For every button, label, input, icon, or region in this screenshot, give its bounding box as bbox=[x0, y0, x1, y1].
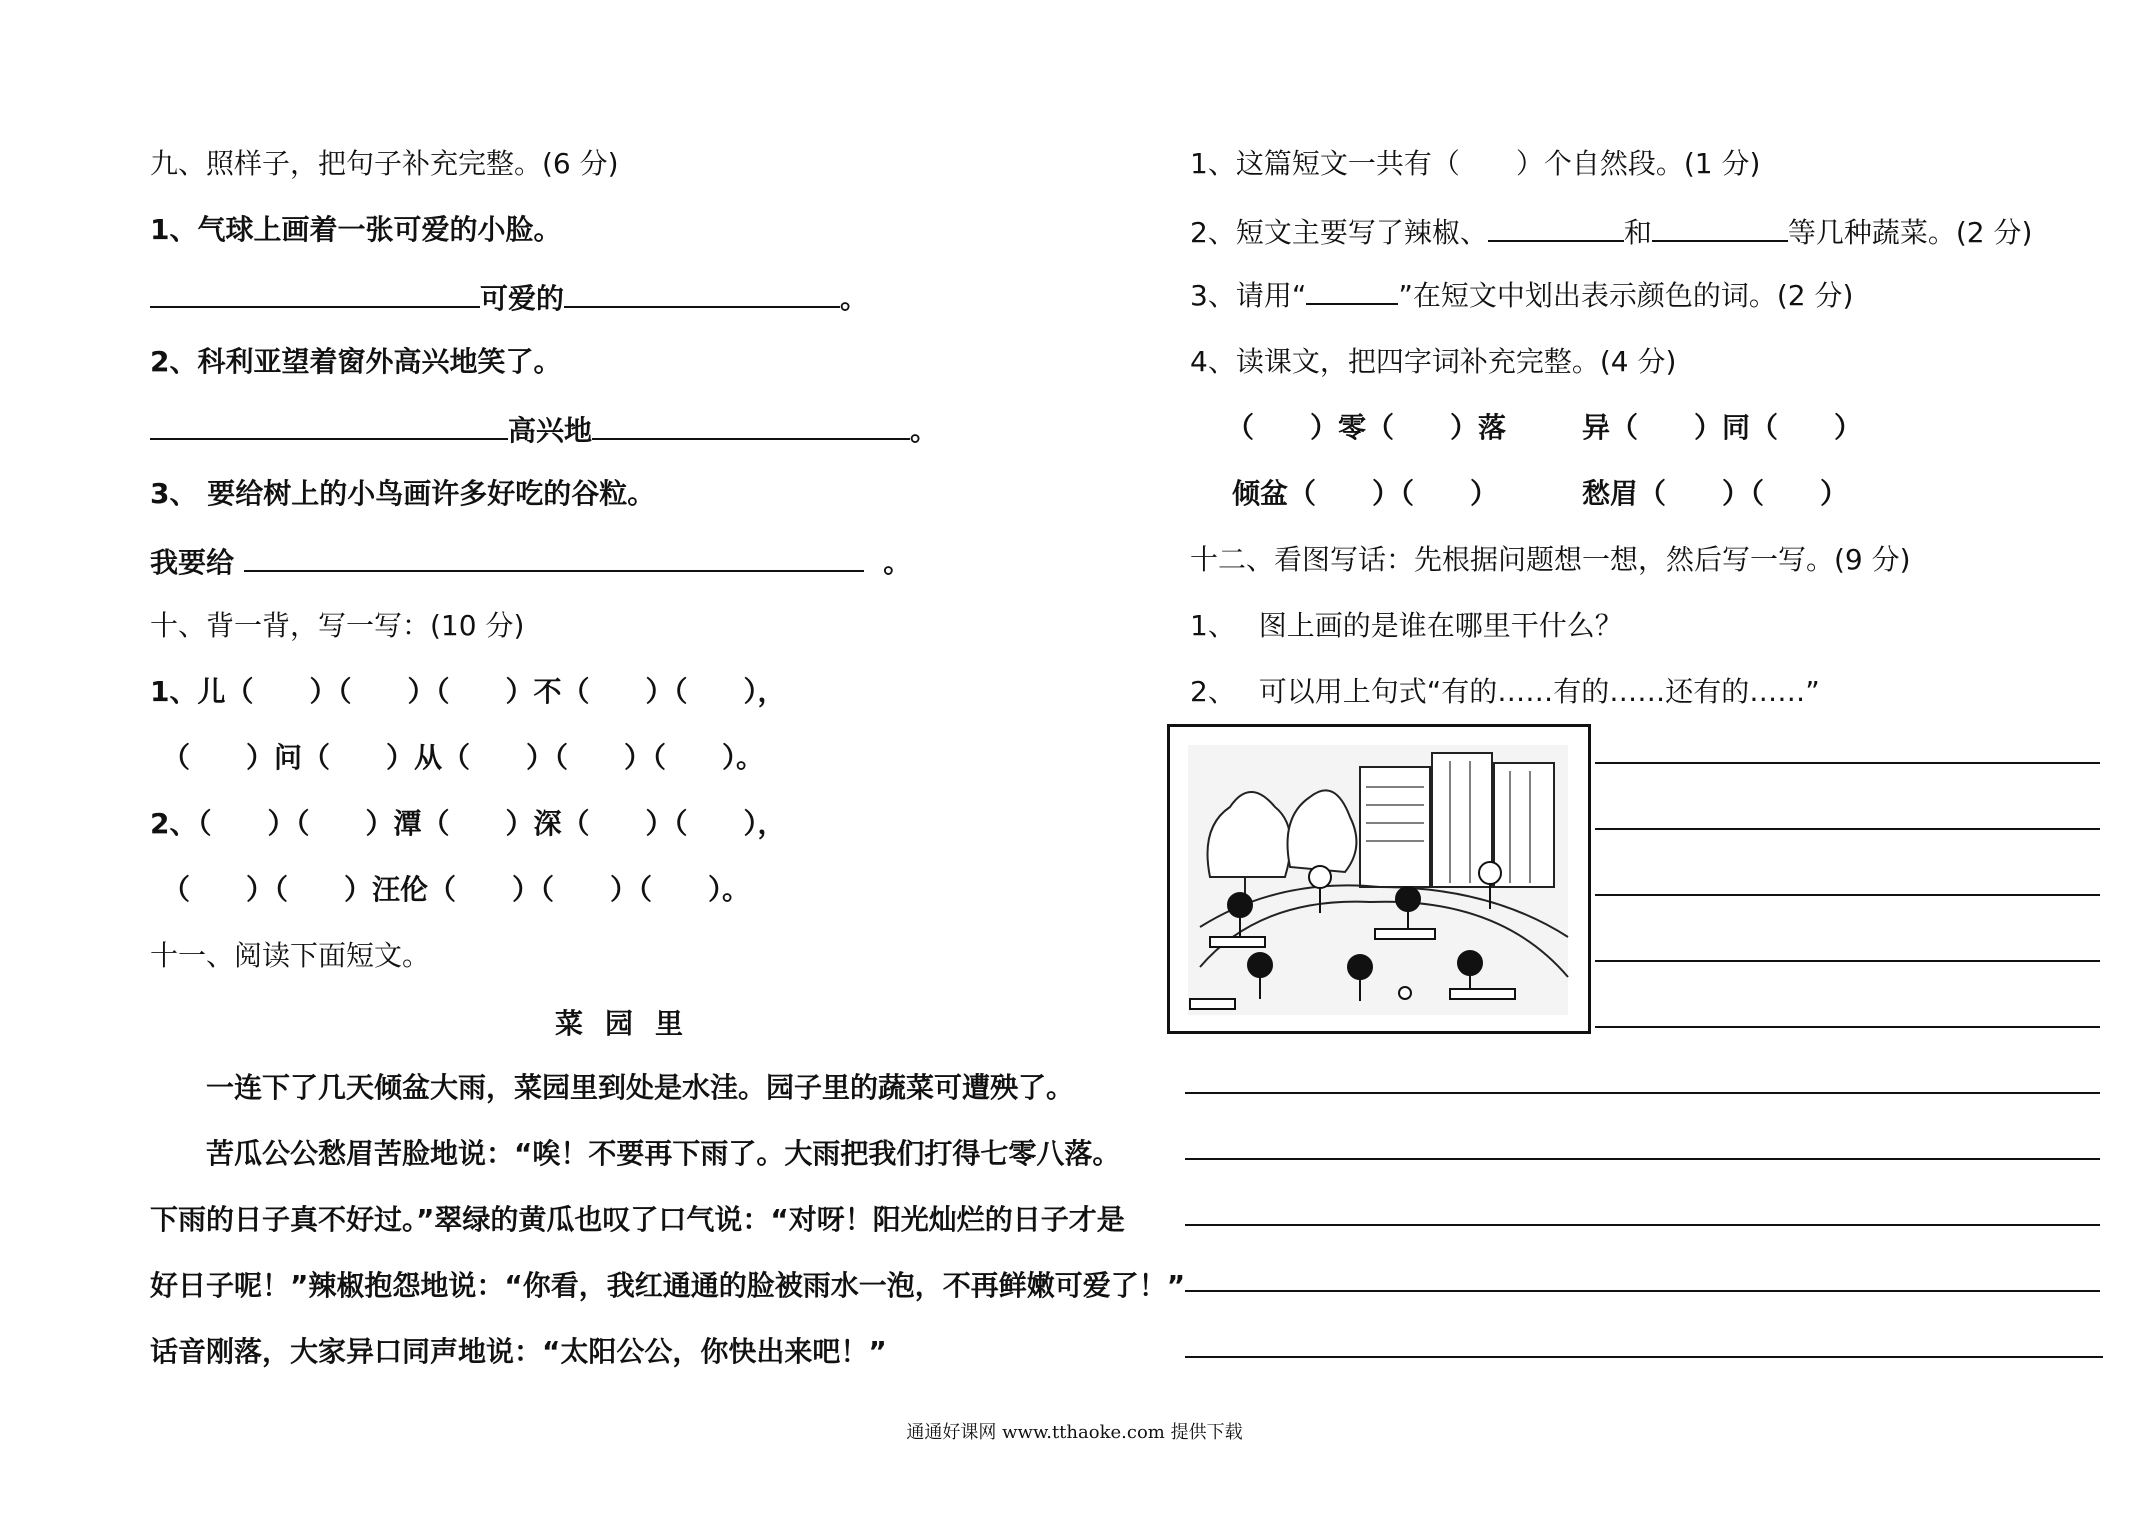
answer-blank[interactable] bbox=[564, 276, 840, 308]
passage-para-1: 一连下了几天倾盆大雨，菜园里到处是水洼。园子里的蔬菜可遭殃了。 bbox=[206, 1071, 1075, 1104]
q9-answer-1 bbox=[150, 276, 868, 319]
q12-heading: 十二、看图写话：先根据问题想一想，然后写一写。(9 分) bbox=[1190, 543, 1911, 576]
answer-blank[interactable] bbox=[150, 276, 480, 308]
reading-q2-text-c: 等几种蔬菜。(2 分) bbox=[1787, 216, 2033, 249]
answer-blank[interactable] bbox=[592, 408, 910, 440]
period: 。 bbox=[840, 282, 869, 315]
q9-sentence-3: 3、 要给树上的小鸟画许多好吃的谷粒。 bbox=[150, 477, 656, 510]
writing-line[interactable] bbox=[1185, 1158, 2100, 1160]
writing-line[interactable] bbox=[1595, 894, 2100, 896]
children-park-picture bbox=[1167, 724, 1591, 1034]
answer-blank[interactable] bbox=[150, 408, 508, 440]
q9-sentence-1: 1、气球上画着一张可爱的小脸。 bbox=[150, 213, 562, 246]
q12-hint-2: 2、 可以用上句式“有的……有的……还有的……” bbox=[1190, 675, 1820, 708]
writing-line[interactable] bbox=[1595, 762, 2100, 764]
prefix: 我要给 bbox=[150, 546, 235, 579]
idiom-3[interactable]: 倾盆（ ）（ ） bbox=[1232, 477, 1499, 510]
passage-title: 菜园里 bbox=[554, 1007, 705, 1040]
writing-line[interactable] bbox=[1595, 1026, 2100, 1028]
q9-answer-2 bbox=[150, 408, 938, 451]
writing-line[interactable] bbox=[1595, 828, 2100, 830]
reading-q1[interactable]: 1、这篇短文一共有（ ）个自然段。(1 分) bbox=[1190, 147, 1761, 180]
reading-q3-text-a: 3、请用“ bbox=[1190, 279, 1307, 312]
answer-blank[interactable] bbox=[244, 540, 864, 572]
q9-answer-3 bbox=[150, 540, 911, 583]
reading-q3-text-b: ”在短文中划出表示颜色的词。(2 分) bbox=[1398, 279, 1854, 312]
passage-para-2-line-3: 好日子呢！”辣椒抱怨地说：“你看，我红通通的脸被雨水一泡，不再鲜嫩可爱了！” bbox=[150, 1269, 1186, 1302]
writing-line[interactable] bbox=[1185, 1092, 2100, 1094]
fill-word: 高兴地 bbox=[508, 414, 593, 447]
period: 。 bbox=[910, 414, 939, 447]
q10-heading: 十、背一背，写一写：(10 分) bbox=[150, 609, 525, 642]
q9-sentence-2: 2、科利亚望着窗外高兴地笑了。 bbox=[150, 345, 562, 378]
q9-heading: 九、照样子，把句子补充完整。(6 分) bbox=[150, 147, 619, 180]
idiom-4[interactable]: 愁眉（ ）（ ） bbox=[1582, 477, 1849, 510]
q11-heading: 十一、阅读下面短文。 bbox=[150, 939, 431, 972]
underline-sample bbox=[1306, 279, 1398, 305]
writing-line[interactable] bbox=[1185, 1356, 2103, 1358]
q10-line-4[interactable]: （ ）（ ）汪伦（ ）（ ）（ ）。 bbox=[162, 873, 751, 906]
passage-para-2-line-1: 苦瓜公公愁眉苦脸地说：“唉！不要再下雨了。大雨把我们打得七零八落。 bbox=[206, 1137, 1121, 1170]
answer-blank[interactable] bbox=[1652, 210, 1788, 242]
idiom-1[interactable]: （ ）零（ ）落 bbox=[1226, 411, 1507, 444]
park-illustration bbox=[1170, 727, 1588, 1031]
writing-line[interactable] bbox=[1185, 1290, 2100, 1292]
answer-blank[interactable] bbox=[1488, 210, 1624, 242]
reading-q2-text-b: 和 bbox=[1623, 216, 1652, 249]
q10-line-2[interactable]: （ ）问（ ）从（ ）（ ）（ ）。 bbox=[162, 741, 765, 774]
q12-hint-1: 1、 图上画的是谁在哪里干什么？ bbox=[1190, 609, 1623, 642]
reading-q2 bbox=[1190, 210, 2032, 253]
passage-para-2-line-4: 话音刚落，大家异口同声地说：“太阳公公，你快出来吧！” bbox=[150, 1335, 887, 1368]
footer-credit: 通通好课网 www.tthaoke.com 提供下载 bbox=[906, 1422, 1243, 1443]
period: 。 bbox=[883, 546, 912, 579]
reading-q4: 4、读课文，把四字词补充完整。(4 分) bbox=[1190, 345, 1677, 378]
writing-line[interactable] bbox=[1595, 960, 2100, 962]
passage-para-2-line-2: 下雨的日子真不好过。”翠绿的黄瓜也叹了口气说：“对呀！阳光灿烂的日子才是 bbox=[150, 1203, 1125, 1236]
writing-line[interactable] bbox=[1185, 1224, 2100, 1226]
q10-line-1[interactable]: 1、儿（ ）（ ）（ ）不（ ）（ ）， bbox=[150, 675, 786, 708]
q10-line-3[interactable]: 2、（ ）（ ）潭（ ）深（ ）（ ）， bbox=[150, 807, 786, 840]
fill-word: 可爱的 bbox=[480, 282, 565, 315]
reading-q3 bbox=[1190, 276, 1853, 316]
idiom-2[interactable]: 异（ ）同（ ） bbox=[1582, 411, 1863, 444]
reading-q2-text-a: 2、短文主要写了辣椒、 bbox=[1190, 216, 1488, 249]
